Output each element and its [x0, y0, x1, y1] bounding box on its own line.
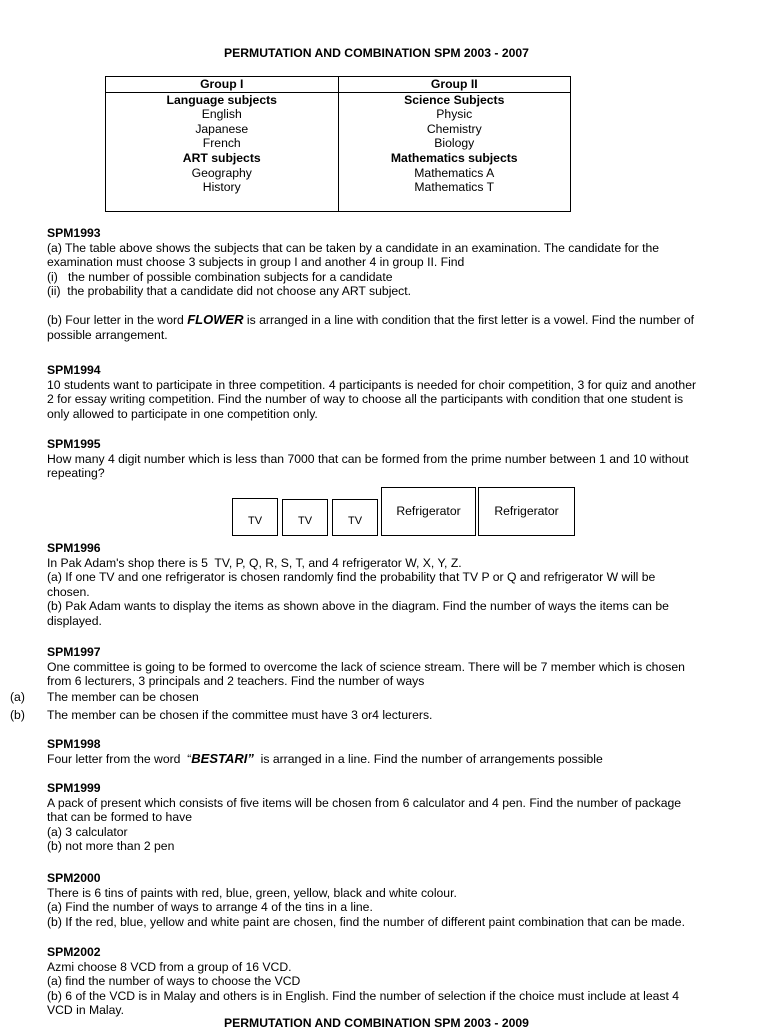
question-text-part: (b) Four letter in the word: [47, 312, 188, 327]
subject-category: Language subjects: [166, 92, 277, 107]
question-text: from 6 lecturers, 3 principals and 2 teachers. Find the number of ways: [47, 674, 425, 689]
section-heading: SPM1998: [47, 737, 101, 751]
tv-box: [282, 499, 328, 536]
question-text-part: is arranged in a line. Find the number of arrangements possible: [253, 751, 603, 766]
question-text: 2 for essay writing competition. Find the number of way to choose all the participants with condition that one student is: [47, 392, 684, 407]
table-header-group-2: Group II: [338, 77, 571, 93]
question-text: (a) find the number of ways to choose the VCD: [47, 974, 301, 989]
section-heading: SPM1993: [47, 226, 101, 240]
group-1-column: [106, 92, 339, 211]
list-text: The member can be chosen if the committee must have 3 or4 lecturers.: [47, 707, 433, 722]
subject-item: French: [202, 136, 241, 151]
question-text: displayed.: [47, 613, 102, 628]
question-text: (b) 6 of the VCD is in Malay and others is in English. Find the number of selection if the choice must include at least 4: [47, 988, 680, 1003]
spm1996-section: [47, 541, 727, 629]
list-item: [10, 708, 730, 723]
spm1994-section: [47, 363, 727, 421]
section-heading: SPM1996: [47, 541, 101, 555]
spm1999-section: [47, 781, 727, 854]
question-text-part: is arranged in a line with condition that the first letter is a vowel. Find the number of: [243, 312, 695, 327]
spm1998-section: [47, 737, 727, 766]
tv-box: [232, 498, 278, 536]
highlighted-word: FLOWER: [187, 311, 244, 327]
question-text: How many 4 digit number which is less than 7000 that can be formed from the prime number between 1 and 10 without: [47, 451, 689, 466]
subject-item: History: [202, 180, 241, 195]
subject-item: Geography: [191, 165, 252, 180]
refrigerator-box: [381, 487, 476, 536]
question-text: chosen.: [47, 584, 90, 599]
question-text: (a) If one TV and one refrigerator is chosen randomly find the probability that TV P or Q and refrigerator W will be: [47, 570, 656, 585]
refrigerator-box: [478, 487, 575, 536]
question-text: (i) the number of possible combination subjects for a candidate: [47, 269, 393, 284]
question-text: [47, 313, 727, 328]
section-heading: SPM1994: [47, 363, 101, 377]
table-header-group-1: Group I: [106, 77, 339, 93]
question-text: possible arrangement.: [47, 327, 168, 342]
tv-label: TV: [297, 515, 313, 528]
question-text: examination must choose 3 subjects in group I and another 4 in group II. Find: [47, 255, 465, 270]
tv-box: [332, 499, 378, 536]
tv-label: TV: [247, 514, 263, 527]
section-heading: SPM1997: [47, 645, 101, 659]
refrigerator-label: Refrigerator: [396, 504, 461, 519]
subject-item: Mathematics A: [414, 165, 495, 180]
spm2000-section: [47, 871, 727, 929]
tv-label: TV: [347, 515, 363, 528]
list-marker: (a): [10, 690, 25, 704]
section-heading: SPM2002: [47, 945, 101, 959]
spm1997-list: [10, 690, 730, 722]
subject-item: English: [201, 107, 242, 122]
spm1995-section: [47, 437, 727, 481]
question-text-part: Four letter from the word “: [47, 751, 192, 766]
spm2002-section: [47, 945, 727, 1018]
question-text: (ii) the probability that a candidate did not choose any ART subject.: [47, 284, 412, 299]
section-heading: SPM1995: [47, 437, 101, 451]
subject-category: Science Subjects: [404, 92, 505, 107]
subject-item: Mathematics T: [414, 180, 495, 195]
refrigerator-label: Refrigerator: [494, 504, 559, 519]
question-text: A pack of present which consists of five items will be chosen from 6 calculator and 4 pen. Find the number of package: [47, 795, 682, 810]
question-text: (a) 3 calculator: [47, 824, 128, 839]
subject-category: ART subjects: [182, 150, 261, 165]
list-text: The member can be chosen: [47, 690, 199, 704]
question-text: (a) The table above shows the subjects that can be taken by a candidate in an examination. The candidate for the: [47, 240, 660, 255]
group-2-column: [338, 92, 571, 211]
question-text: Azmi choose 8 VCD from a group of 16 VCD.: [47, 959, 292, 974]
list-marker: (b): [10, 707, 25, 722]
page-title: PERMUTATION AND COMBINATION SPM 2003 - 2007: [224, 46, 529, 60]
question-text: One committee is going to be formed to overcome the lack of science stream. There will be 7 member which is chosen: [47, 659, 685, 674]
question-text: that can be formed to have: [47, 810, 192, 825]
question-text: only allowed to participate in one competition only.: [47, 406, 318, 421]
question-text: There is 6 tins of paints with red, blue, green, yellow, black and white colour.: [47, 885, 457, 900]
spm1997-section: [47, 645, 727, 689]
subject-item: Physic: [436, 107, 473, 122]
question-text: (a) Find the number of ways to arrange 4 of the tins in a line.: [47, 900, 373, 915]
question-text: In Pak Adam's shop there is 5 TV, P, Q, R, S, T, and 4 refrigerator W, X, Y, Z.: [47, 555, 462, 570]
spm1993-section: [47, 226, 727, 342]
subject-item: Chemistry: [426, 121, 482, 136]
question-text: VCD in Malay.: [47, 1003, 124, 1018]
subject-item: Biology: [434, 136, 475, 151]
highlighted-word: BESTARI”: [191, 750, 254, 766]
list-item: [10, 690, 730, 705]
subject-category: Mathematics subjects: [390, 150, 518, 165]
next-page-title: PERMUTATION AND COMBINATION SPM 2003 - 2009: [224, 1016, 529, 1030]
section-heading: SPM2000: [47, 871, 101, 885]
question-text: (b) not more than 2 pen: [47, 839, 175, 854]
subjects-table: [105, 76, 571, 212]
subject-item: Japanese: [195, 121, 249, 136]
question-text: (b) Pak Adam wants to display the items as shown above in the diagram. Find the number of ways the items can be: [47, 599, 669, 614]
question-text: [47, 752, 727, 767]
section-heading: SPM1999: [47, 781, 101, 795]
question-text: (b) If the red, blue, yellow and white paint are chosen, find the number of different paint combination that can be made.: [47, 914, 685, 929]
question-text: 10 students want to participate in three competition. 4 participants is needed for choir competition, 3 for quiz and another: [47, 377, 697, 392]
question-text: repeating?: [47, 466, 105, 481]
